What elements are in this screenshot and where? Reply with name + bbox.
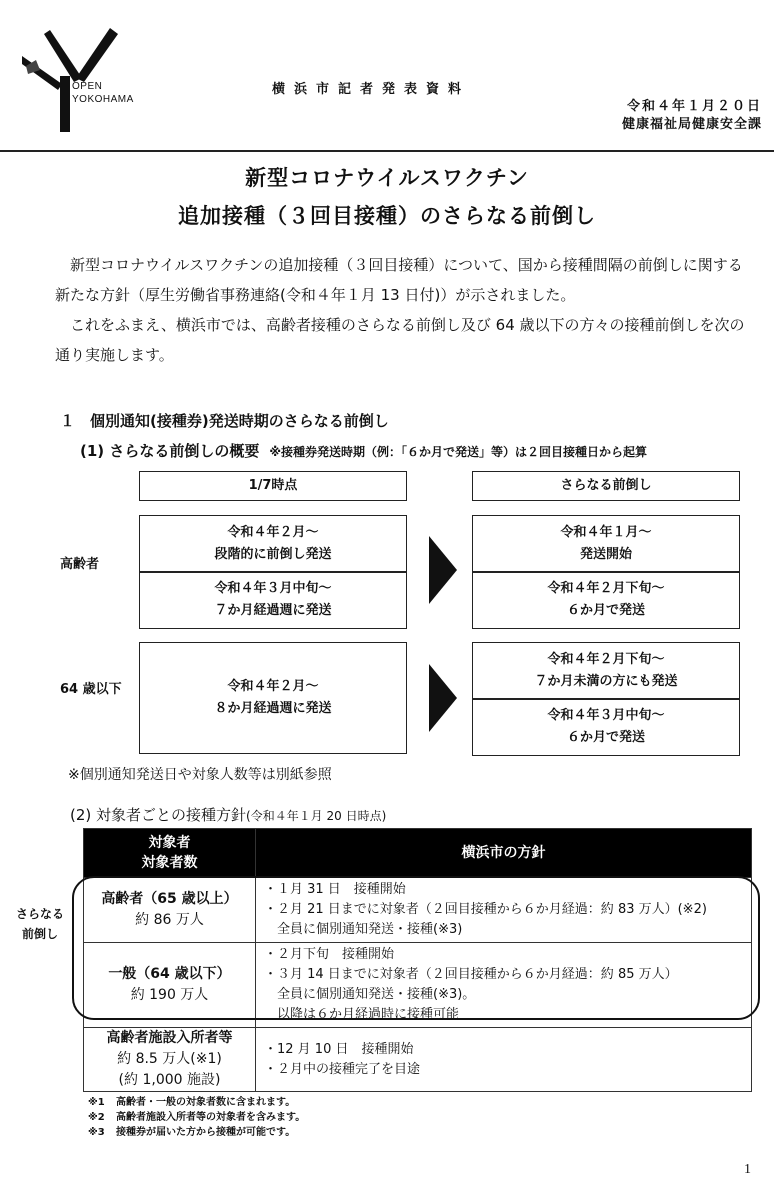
- section1-heading: １ 個別通知(接種券)発送時期のさらなる前倒し: [60, 412, 389, 430]
- elderly-before-1: [139, 515, 407, 573]
- target-name: 一般（64 歳以下）: [108, 966, 231, 982]
- sub1-footnote: ※個別通知発送日や対象人数等は別紙参照: [68, 767, 332, 783]
- sub1-note: ※接種券発送時期（例：「６か月で発送」等）は２回目接種日から起算: [269, 445, 648, 459]
- target-count: 約 86 万人: [135, 912, 204, 928]
- col-target-header: [84, 829, 256, 878]
- sub2-date: (令和４年１月 20 日時点): [246, 809, 387, 823]
- release-date: 令和４年１月２０日: [626, 99, 762, 114]
- footnote-text: 接種券が届いた方から接種が可能です。: [116, 1127, 296, 1138]
- box-line: ７か月未満の方にも発送: [534, 674, 678, 689]
- header-divider: [0, 150, 774, 152]
- footnote: [88, 1096, 295, 1110]
- side-label-line: 前倒し: [22, 927, 59, 941]
- footnote-mark: ※2: [88, 1112, 105, 1123]
- column-header-after: さらなる前倒し: [472, 471, 740, 501]
- side-label-line: さらなる: [16, 907, 65, 921]
- target-count: 約 8.5 万人(※1): [117, 1051, 222, 1067]
- footnote: [88, 1111, 305, 1125]
- policy-line: 全員に個別通知発送・接種(※3)。: [264, 987, 476, 1002]
- box-line: 令和４年２月下旬～: [547, 652, 665, 667]
- sub1-title: (1) さらなる前倒しの概要: [80, 442, 260, 460]
- policy-line: ・１月 31 日 接種開始: [264, 882, 406, 897]
- col-policy-header: 横浜市の方針: [256, 829, 752, 878]
- footnote-text: 高齢者・一般の対象者数に含まれます。: [116, 1097, 296, 1108]
- under64-before: [139, 642, 407, 754]
- box-line: 令和４年３月中旬～: [547, 708, 665, 723]
- box-line: 令和４年２月～: [227, 525, 319, 540]
- policy-line: ・２月下旬 接種開始: [264, 947, 395, 962]
- title-line1: 新型コロナウイルスワクチン: [245, 166, 529, 190]
- box-line: ６か月で発送: [566, 730, 645, 745]
- box-line: 令和４年１月～: [560, 525, 652, 540]
- logo-line1: OPEN: [72, 81, 103, 92]
- elderly-before-2: [139, 571, 407, 629]
- page-number: 1: [744, 1162, 751, 1177]
- footnote: [88, 1126, 295, 1140]
- department: 健康福祉局健康安全課: [621, 117, 762, 132]
- row-label-under64: 64 歳以下: [60, 682, 122, 697]
- logo-line2: YOKOHAMA: [72, 94, 134, 105]
- title-line2: 追加接種（３回目接種）のさらなる前倒し: [178, 204, 596, 228]
- box-line: 発送開始: [579, 547, 632, 562]
- policy-line: ・12 月 10 日 接種開始: [264, 1041, 414, 1057]
- policy-line: ・２月 21 日までに対象者（２回目接種から６か月経過：約 83 万人）(※2): [264, 902, 707, 917]
- intro-text: [55, 250, 750, 370]
- arrow-right-icon: [429, 664, 457, 732]
- target-count: 約 190 万人: [130, 987, 209, 1003]
- box-line: 段階的に前倒し発送: [214, 547, 332, 562]
- policy-line: 以降は６か月経過時に接種可能: [264, 1007, 460, 1022]
- under64-after-2: [472, 698, 740, 756]
- sub2-title: (2) 対象者ごとの接種方針: [70, 806, 247, 824]
- elderly-after-1: [472, 515, 740, 573]
- section1-subheading: [80, 440, 647, 461]
- elderly-after-2: [472, 571, 740, 629]
- arrow-right-icon: [429, 536, 457, 604]
- column-header-before: 1/7時点: [139, 471, 407, 501]
- box-line: ６か月で発送: [566, 603, 645, 618]
- box-line: 令和４年２月～: [227, 679, 319, 694]
- table-header-row: [84, 829, 752, 878]
- sub2-heading: [70, 804, 386, 825]
- target-name: 高齢者施設入所者等: [106, 1030, 233, 1046]
- press-label: 横浜市記者発表資料: [272, 82, 471, 97]
- footnote-mark: ※1: [88, 1097, 105, 1108]
- target-cell: [84, 1028, 256, 1092]
- footnote-text: 高齢者施設入所者等の対象者を含みます。: [116, 1112, 306, 1123]
- target-count-2: (約 1,000 施設): [118, 1072, 221, 1088]
- policy-line: ・２月中の接種完了を目途: [264, 1061, 421, 1077]
- table-row: [84, 1028, 752, 1092]
- box-line: ７か月経過週に発送: [214, 603, 332, 618]
- box-line: 令和４年３月中旬～: [214, 581, 332, 596]
- policy-line: 全員に個別通知発送・接種(※3): [264, 922, 463, 937]
- policy-cell: [256, 1028, 752, 1092]
- intro-paragraph-2: これをふまえ、横浜市では、高齢者接種のさらなる前倒し及び 64 歳以下の方々の接種前倒しを次の通り実施します。: [55, 316, 745, 364]
- target-name: 高齢者（65 歳以上）: [101, 891, 238, 907]
- header-line: 対象者数: [141, 855, 198, 871]
- highlight-rounded-box: [72, 876, 760, 1020]
- policy-line: ・３月 14 日までに対象者（２回目接種から６か月経過：約 85 万人）: [264, 967, 678, 982]
- side-label: [16, 904, 64, 944]
- header-line: 対象者: [148, 835, 191, 851]
- box-line: 令和４年２月下旬～: [547, 581, 665, 596]
- intro-paragraph-1: 新型コロナウイルスワクチンの追加接種（３回目接種）について、国から接種間隔の前倒しに関する新たな方針（厚生労働省事務連絡(令和４年１月 13 日付)）が示されました。: [55, 256, 743, 304]
- box-line: ８か月経過週に発送: [214, 701, 332, 716]
- row-label-elderly: 高齢者: [60, 557, 100, 572]
- footnote-mark: ※3: [88, 1127, 105, 1138]
- under64-after-1: [472, 642, 740, 700]
- logo-text: [72, 80, 134, 106]
